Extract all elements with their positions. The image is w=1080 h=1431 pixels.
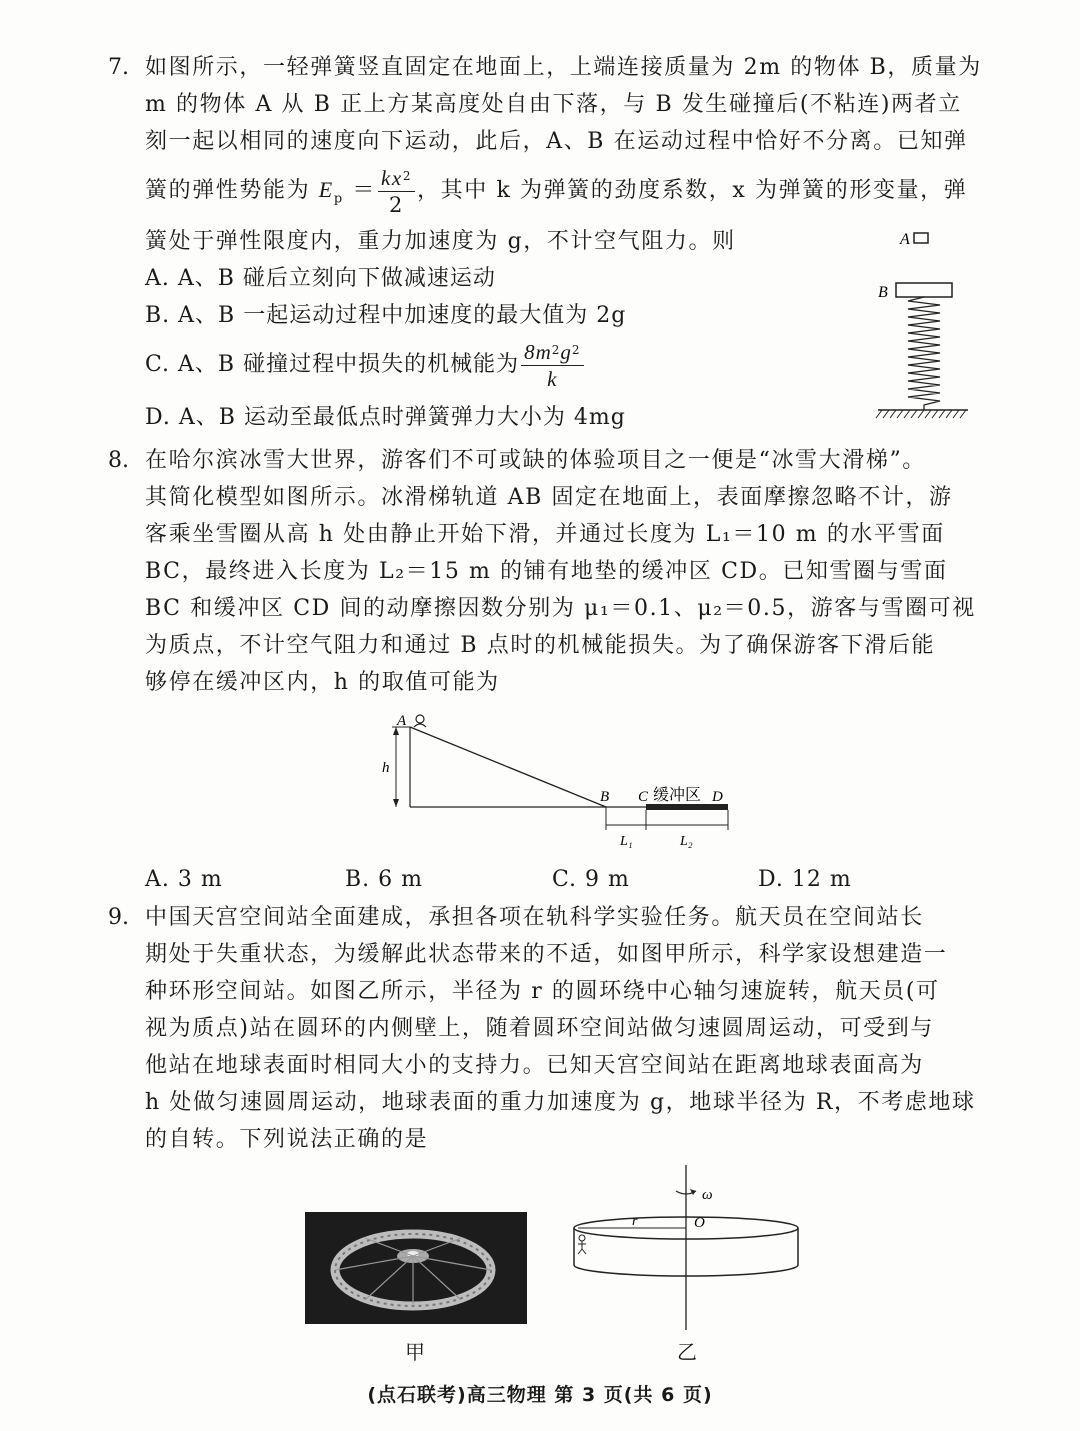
space-station-photo <box>305 1212 527 1324</box>
fig-label-a: A <box>900 231 910 248</box>
formula-den: 2 <box>389 192 404 217</box>
block-a <box>914 233 928 243</box>
spring-coil <box>908 297 940 410</box>
formula-fraction <box>378 165 415 218</box>
q7-number: 7. <box>108 55 129 80</box>
q7-c-den: k <box>547 366 558 391</box>
q8-option-a: A. 3 m <box>145 867 223 892</box>
q7-option-c-pre: C. A、B 碰撞过程中损失的机械能为 <box>145 352 520 377</box>
q9-line-1: 中国天宫空间站全面建成，承担各项在轨科学实验任务。航天员在空间站长 <box>145 905 924 930</box>
q8-line-5: BC 和缓冲区 CD 间的动摩擦因数分别为 μ₁＝0.1、μ₂＝0.5，游客与雪圈可视 <box>145 596 976 621</box>
formula-num: kx <box>380 165 403 190</box>
fig-r: r <box>632 1214 638 1229</box>
q7-c-sup1: 2 <box>551 342 561 357</box>
q8-option-b: B. 6 m <box>345 867 424 892</box>
q7-line-1: 如图所示，一轻弹簧竖直固定在地面上，上端连接质量为 2m 的物体 B，质量为 <box>145 55 982 80</box>
fig8-label-l1: L₁ <box>620 834 633 849</box>
q8-line-4: BC，最终进入长度为 L₂＝15 m 的铺有地垫的缓冲区 CD。已知雪圈与雪面 <box>145 559 948 584</box>
q7-line-2: m 的物体 A 从 B 正上方某高度处自由下落，与 B 发生碰撞后(不粘连)两者立 <box>145 92 962 117</box>
q8-number: 8. <box>108 448 129 473</box>
q9-line-6: h 处做匀速圆周运动，地球表面的重力加速度为 g，地球半径为 R，不考虑地球 <box>145 1090 976 1115</box>
fig8-label-c: C <box>638 789 649 805</box>
ground-hatch <box>876 410 966 418</box>
fig8-label-zone: 缓冲区 <box>653 787 702 804</box>
q9-number: 9. <box>108 905 129 930</box>
page-footer: (点石联考)高三物理 第 3 页(共 6 页) <box>367 1384 713 1406</box>
fig8-label-a: A <box>397 713 407 729</box>
q8-option-d: D. 12 m <box>758 867 852 892</box>
q9-line-5: 他站在地球表面时相同大小的支持力。已知天宫空间站在距离地球表面高为 <box>145 1053 924 1078</box>
formula-ep-sub: p <box>333 191 344 207</box>
rotating-ring-figure <box>560 1165 820 1330</box>
tourist-icon <box>416 715 424 723</box>
fig-o: O <box>694 1215 705 1231</box>
q7-spring-figure <box>870 225 980 425</box>
q7-c-mid: g <box>560 339 572 364</box>
fig-label-b: B <box>878 284 888 301</box>
q9-line-4: 视为质点)站在圆环的内侧壁上，随着圆环空间站做匀速圆周运动，可受到与 <box>145 1016 934 1041</box>
height-arrow-bottom <box>393 799 399 807</box>
q7-c-sup2: 2 <box>571 342 581 357</box>
fig-label-yi: 乙 <box>677 1340 697 1364</box>
fig8-label-d: D <box>712 789 723 805</box>
q8-line-7: 够停在缓冲区内，h 的取值可能为 <box>145 670 500 695</box>
astronaut-icon <box>578 1235 586 1254</box>
q8-line-6: 为质点，不计空气阻力和通过 B 点时的机械能损失。为了确保游客下滑后能 <box>145 633 936 658</box>
fig8-label-l2: L₂ <box>680 834 693 849</box>
slope-ab <box>410 727 606 807</box>
q8-slide-figure <box>370 705 750 855</box>
q7-c-num: 8m <box>524 339 552 364</box>
q7-option-b: B. A、B 一起运动过程中加速度的最大值为 2g <box>145 303 627 328</box>
q7-line-3: 刻一起以相同的速度向下运动，此后，A、B 在运动过程中恰好不分离。已知弹 <box>145 129 968 154</box>
q8-line-2: 其简化模型如图所示。冰滑梯轨道 AB 固定在地面上，表面摩擦忽略不计，游 <box>145 485 953 510</box>
fig8-label-h: h <box>382 760 390 776</box>
q7-line4-post: ，其中 k 为弹簧的劲度系数，x 为弹簧的形变量，弹 <box>417 178 968 203</box>
q8-line-3: 客乘坐雪圈从高 h 处由静止开始下滑，并通过长度为 L₁＝10 m 的水平雪面 <box>145 522 945 547</box>
fig-label-jia: 甲 <box>405 1340 425 1364</box>
block-b <box>896 283 952 297</box>
q8-option-c: C. 9 m <box>552 867 630 892</box>
snow-ring-icon <box>414 724 426 727</box>
q9-line-3: 种环形空间站。如图乙所示，半径为 r 的圆环绕中心轴匀速旋转，航天员(可 <box>145 979 940 1004</box>
q7-line-5: 簧处于弹性限度内，重力加速度为 g，不计空气阻力。则 <box>145 229 736 254</box>
q7-line4-pre: 簧的弹性势能为 <box>145 178 319 203</box>
q7-option-a: A. A、B 碰后立刻向下做减速运动 <box>145 266 496 291</box>
q7-line-4: 簧的弹性势能为 $E_p$ ＝ $\frac{kx^2}{2}$ ，其中 k 为弹簧的劲度系数，x 为弹簧的形变量，弹 <box>145 165 968 217</box>
fig-omega: ω <box>702 1187 713 1203</box>
q7-option-c <box>145 335 586 395</box>
fig8-label-b: B <box>600 789 610 805</box>
q7-option-d: D. A、B 运动至最低点时弹簧弹力大小为 4mg <box>145 405 626 430</box>
q7-option-c-fraction <box>521 339 583 392</box>
q8-line-1: 在哈尔滨冰雪大世界，游客们不可或缺的体验项目之一便是“冰雪大滑梯”。 <box>145 448 926 473</box>
q9-line-2: 期处于失重状态，为缓解此状态带来的不适，如图甲所示，科学家设想建造一 <box>145 942 948 967</box>
q9-line-7: 的自转。下列说法正确的是 <box>145 1127 429 1152</box>
formula-ep: E <box>318 177 334 202</box>
formula-sup: 2 <box>402 168 413 183</box>
